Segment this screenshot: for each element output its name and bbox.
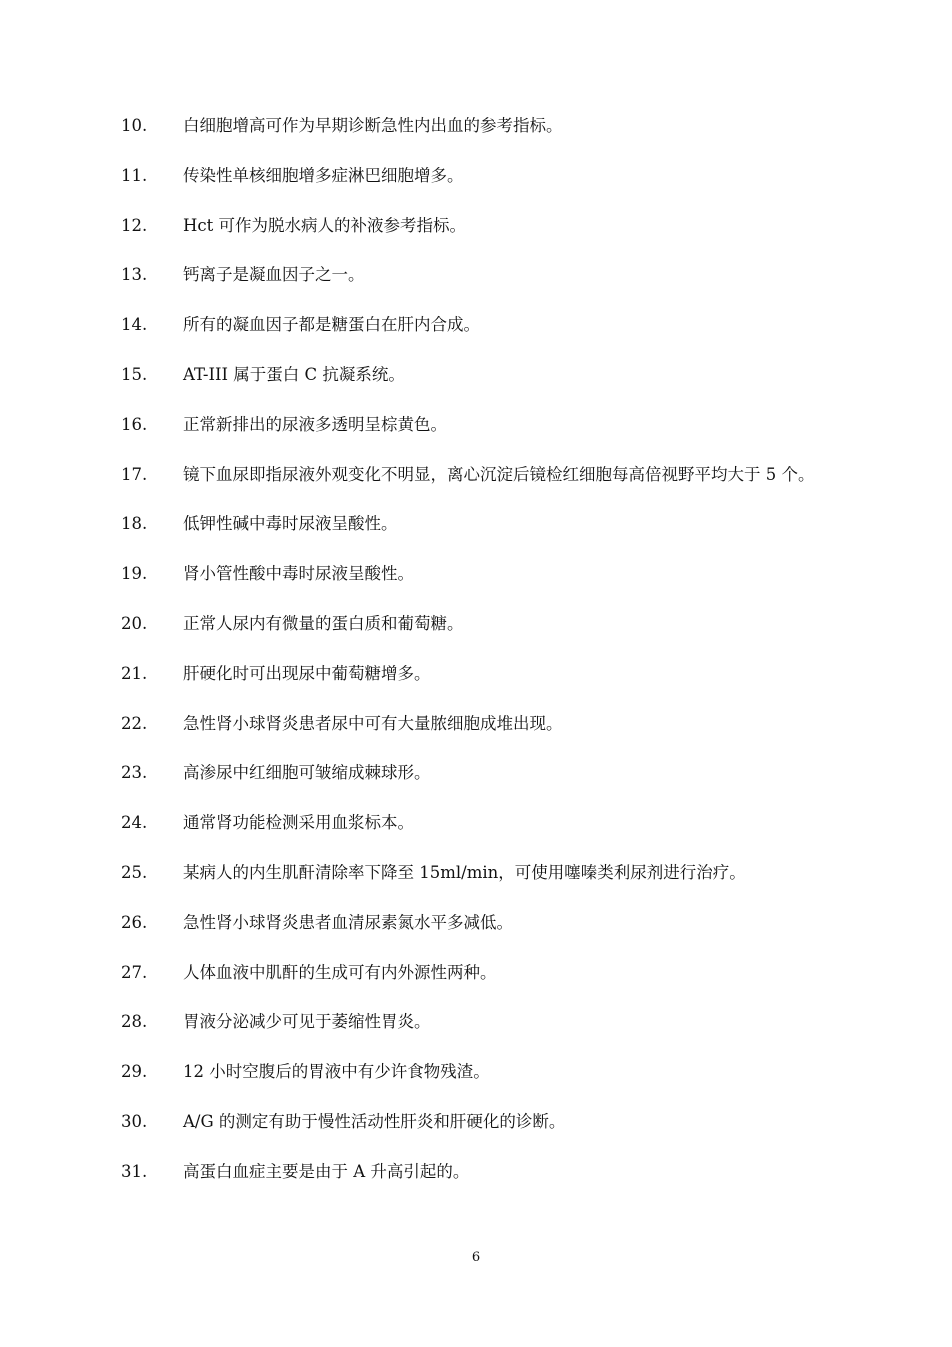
item-number: 31. bbox=[121, 1161, 148, 1181]
item-text: 肾小管性酸中毒时尿液呈酸性。 bbox=[183, 564, 414, 584]
list-item bbox=[121, 860, 846, 885]
list-item bbox=[121, 163, 846, 188]
list-item bbox=[121, 1059, 846, 1084]
item-text: 急性肾小球肾炎患者血清尿素氮水平多减低。 bbox=[183, 912, 513, 932]
list-item bbox=[121, 362, 846, 387]
list-item bbox=[121, 760, 846, 785]
item-number: 12. bbox=[121, 215, 148, 235]
item-text: 肝硬化时可出现尿中葡萄糖增多。 bbox=[183, 663, 431, 683]
item-text: 正常人尿内有微量的蛋白质和葡萄糖。 bbox=[183, 613, 464, 633]
item-number: 11. bbox=[121, 165, 148, 185]
item-number: 25. bbox=[121, 862, 148, 882]
item-text: 高渗尿中红细胞可皱缩成棘球形。 bbox=[183, 763, 431, 783]
list-item bbox=[121, 1159, 846, 1184]
item-text: A/G 的测定有助于慢性活动性肝炎和肝硬化的诊断。 bbox=[183, 1111, 566, 1131]
item-number: 27. bbox=[121, 962, 148, 982]
item-number: 19. bbox=[121, 564, 148, 584]
item-text: 钙离子是凝血因子之一。 bbox=[183, 265, 365, 285]
list-item bbox=[121, 611, 846, 636]
list-item bbox=[121, 1009, 846, 1034]
list-item bbox=[121, 561, 846, 586]
page-number: 6 bbox=[471, 1250, 481, 1265]
list-item bbox=[121, 1109, 846, 1134]
item-number: 20. bbox=[121, 613, 148, 633]
list-item bbox=[121, 462, 846, 487]
item-text: 白细胞增高可作为早期诊断急性内出血的参考指标。 bbox=[183, 116, 563, 135]
item-number: 16. bbox=[121, 414, 148, 434]
list-item bbox=[121, 810, 846, 835]
item-text: 胃液分泌减少可见于萎缩性胃炎。 bbox=[183, 1012, 431, 1032]
item-text: AT-III 属于蛋白 C 抗凝系统。 bbox=[183, 364, 405, 384]
item-number: 29. bbox=[121, 1062, 148, 1082]
item-number: 26. bbox=[121, 912, 148, 932]
item-text: 急性肾小球肾炎患者尿中可有大量脓细胞成堆出现。 bbox=[183, 713, 563, 733]
item-text: 镜下血尿即指尿液外观变化不明显，离心沉淀后镜检红细胞每高倍视野平均大于 5 个。 bbox=[183, 464, 815, 484]
item-number: 17. bbox=[121, 464, 148, 484]
item-text: 通常肾功能检测采用血浆标本。 bbox=[183, 813, 414, 833]
item-number: 22. bbox=[121, 713, 148, 733]
item-text: 低钾性碱中毒时尿液呈酸性。 bbox=[183, 514, 398, 534]
list-item bbox=[121, 960, 846, 985]
list-item bbox=[121, 113, 846, 138]
list-item bbox=[121, 412, 846, 437]
list-item bbox=[121, 910, 846, 935]
item-number: 14. bbox=[121, 315, 148, 335]
item-number: 10. bbox=[121, 116, 148, 135]
item-text: 所有的凝血因子都是糖蛋白在肝内合成。 bbox=[183, 315, 480, 335]
list-item bbox=[121, 213, 846, 238]
item-text: 人体血液中肌酐的生成可有内外源性两种。 bbox=[183, 962, 497, 982]
item-number: 13. bbox=[121, 265, 148, 285]
question-list bbox=[121, 113, 846, 1209]
item-text: 12 小时空腹后的胃液中有少许食物残渣。 bbox=[183, 1062, 490, 1082]
item-text: 某病人的内生肌酐清除率下降至 15ml/min，可使用噻嗪类利尿剂进行治疗。 bbox=[183, 862, 746, 882]
item-number: 21. bbox=[121, 663, 148, 683]
item-number: 24. bbox=[121, 813, 148, 833]
list-item bbox=[121, 511, 846, 536]
item-text: 高蛋白血症主要是由于 A 升高引起的。 bbox=[183, 1161, 470, 1181]
item-number: 30. bbox=[121, 1111, 148, 1131]
list-item bbox=[121, 711, 846, 736]
item-number: 28. bbox=[121, 1012, 148, 1032]
list-item bbox=[121, 312, 846, 337]
item-text: Hct 可作为脱水病人的补液参考指标。 bbox=[183, 215, 467, 235]
item-number: 15. bbox=[121, 364, 148, 384]
list-item bbox=[121, 262, 846, 287]
list-item bbox=[121, 661, 846, 686]
item-number: 23. bbox=[121, 763, 148, 783]
item-number: 18. bbox=[121, 514, 148, 534]
item-text: 传染性单核细胞增多症淋巴细胞增多。 bbox=[183, 165, 464, 185]
item-text: 正常新排出的尿液多透明呈棕黄色。 bbox=[183, 414, 447, 434]
